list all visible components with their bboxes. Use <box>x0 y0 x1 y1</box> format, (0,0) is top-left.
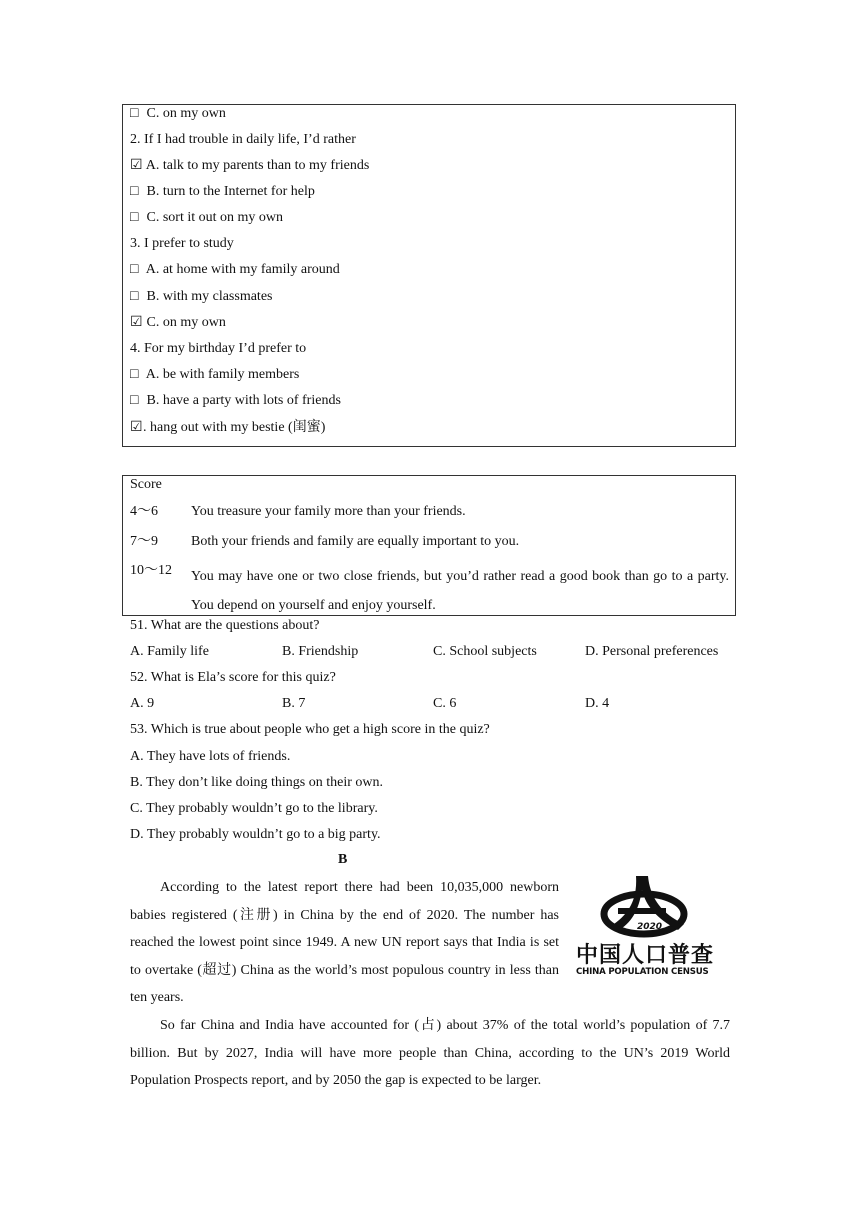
question-52-option-a: A. 9 <box>130 696 155 711</box>
question-51-option-d: D. Personal preferences <box>585 644 719 659</box>
passage-paragraph-1: According to the latest report there had been 10,035,000 newborn babies registered (注册) in China by the end of 2020. The number has reached the lowest point since 1949. A new UN report says that India is set to overtake (超过) China as the world’s most populous country in less than ten years. <box>130 880 559 1005</box>
score-range: 7～9 <box>130 534 158 549</box>
question-52-option-c: C. 6 <box>433 696 457 711</box>
question-52-option-b: B. 7 <box>282 696 306 711</box>
score-description: Both your friends and family are equally important to you. <box>191 534 520 549</box>
question-53-option-c: C. They probably wouldn’t go to the library. <box>130 801 378 816</box>
q2-option-b: □ B. turn to the Internet for help <box>130 184 315 199</box>
census-logo-english: CHINA POPULATION CENSUS <box>576 967 709 977</box>
score-description: You treasure your family more than your friends. <box>191 504 466 519</box>
passage-paragraph-2: So far China and India have accounted for (占) about 37% of the total world’s population of 7.7 billion. But by 2027, India will have more people than China, according to the UN’s 2019 World Population Prospects report, and by 2050 the gap is expected to be larger. <box>130 1018 730 1088</box>
q3-option-c: ☑ C. on my own <box>130 315 226 330</box>
checkbox-icon: □ <box>130 106 139 121</box>
question-53-option-b: B. They don’t like doing things on their own. <box>130 775 384 790</box>
q1-option-c: □ C. on my own <box>130 106 226 121</box>
question-51-option-b: B. Friendship <box>282 644 359 659</box>
checkbox-icon: □ <box>130 393 139 408</box>
question-52-option-d: D. 4 <box>585 696 610 711</box>
checkbox-checked-icon: ☑ <box>130 420 143 435</box>
question-51-option-a: A. Family life <box>130 644 209 659</box>
q2-stem: 2. If I had trouble in daily life, I’d rather <box>130 132 356 147</box>
score-range: 4～6 <box>130 504 158 519</box>
q4-stem: 4. For my birthday I’d prefer to <box>130 341 307 356</box>
q3-stem: 3. I prefer to study <box>130 236 234 251</box>
q3-option-b: □ B. with my classmates <box>130 289 273 304</box>
score-range: 10～12 <box>130 563 172 578</box>
question-51-stem: 51. What are the questions about? <box>130 618 320 633</box>
question-53-option-a: A. They have lots of friends. <box>130 749 291 764</box>
census-logo <box>574 872 730 984</box>
question-53-stem: 53. Which is true about people who get a high score in the quiz? <box>130 722 490 737</box>
checkbox-icon: □ <box>130 210 139 225</box>
q4-option-c: ☑. hang out with my bestie (闺蜜) <box>130 420 326 435</box>
q4-option-b: □ B. have a party with lots of friends <box>130 393 341 408</box>
score-title: Score <box>130 477 162 492</box>
q2-option-c: □ C. sort it out on my own <box>130 210 284 225</box>
question-52-stem: 52. What is Ela’s score for this quiz? <box>130 670 336 685</box>
census-logo-chinese: 中国人口普查 <box>576 943 715 968</box>
checkbox-icon: □ <box>130 289 139 304</box>
checkbox-icon: □ <box>130 262 139 277</box>
checkbox-checked-icon: ☑ <box>130 158 143 173</box>
q4-option-a: □ A. be with family members <box>130 367 300 382</box>
section-heading: B <box>338 852 348 867</box>
question-53-option-d: D. They probably wouldn’t go to a big party. <box>130 827 381 842</box>
q2-option-a: ☑ A. talk to my parents than to my friends <box>130 158 370 173</box>
checkbox-icon: □ <box>130 367 139 382</box>
question-51-option-c: C. School subjects <box>433 644 537 659</box>
svg-text:2020: 2020 <box>637 922 663 932</box>
checkbox-checked-icon: ☑ <box>130 315 143 330</box>
q3-option-a: □ A. at home with my family around <box>130 262 340 277</box>
score-description: You may have one or two close friends, but you’d rather read a good book than go to a party. You depend on yourself and enjoy yourself. <box>191 569 729 613</box>
checkbox-icon: □ <box>130 184 139 199</box>
